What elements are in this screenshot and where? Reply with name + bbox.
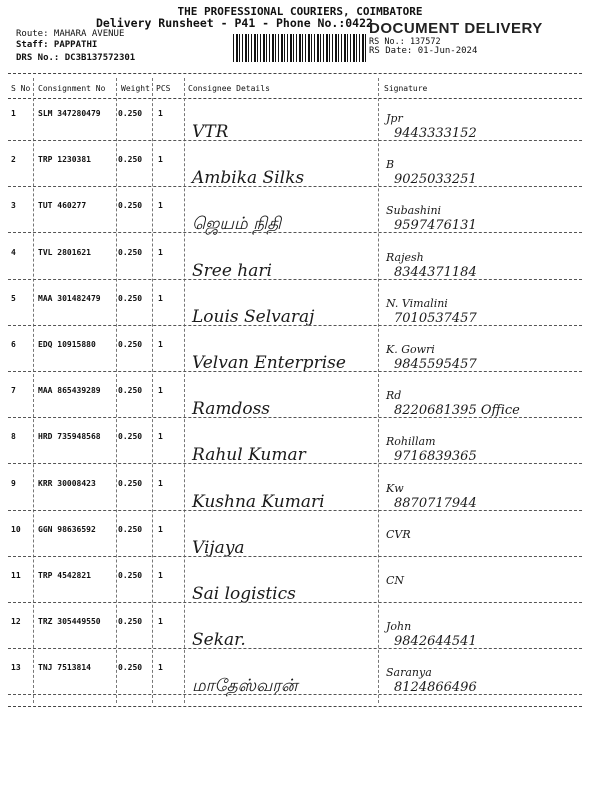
row-consignment-no: TNJ 7513814 [38, 663, 91, 673]
row-divider [8, 371, 582, 372]
row-phone-handwritten: 9443333152 [394, 126, 477, 141]
row-consignee-handwritten: Ambika Silks [192, 168, 305, 189]
row-phone-handwritten: 9025033251 [394, 172, 477, 188]
row-weight: 0.250 [118, 340, 143, 349]
table-row [0, 610, 600, 656]
row-sno: 9 [11, 478, 16, 488]
row-divider [8, 556, 582, 557]
row-sno: 3 [11, 201, 16, 211]
row-weight: 0.250 [118, 155, 143, 165]
row-signature-handwritten: John [386, 620, 412, 634]
row-pcs: 1 [158, 571, 163, 580]
row-sno: 1 [11, 109, 16, 118]
row-divider [8, 694, 582, 695]
row-consignee-handwritten: Ramdoss [192, 399, 271, 420]
row-weight: 0.250 [118, 247, 143, 257]
row-weight: 0.250 [118, 571, 143, 580]
row-phone-handwritten: 7010537457 [394, 310, 477, 326]
row-signature-handwritten: Saranya [386, 666, 432, 680]
row-phone-handwritten: 9845595457 [394, 357, 477, 372]
row-consignee-handwritten: Velvan Enterprise [192, 353, 346, 373]
row-divider [8, 648, 582, 649]
row-consignee-handwritten: Sree hari [192, 260, 272, 281]
row-sno: 8 [11, 432, 16, 442]
row-pcs: 1 [158, 432, 163, 442]
row-signature-handwritten: N. Vimalini [386, 296, 448, 310]
column-weight: Weight [121, 84, 150, 93]
row-phone-handwritten: 9842644541 [394, 634, 477, 650]
row-pcs: 1 [158, 663, 163, 673]
row-sno: 12 [11, 617, 21, 627]
row-divider [8, 232, 582, 233]
row-consignment-no: TRP 1230381 [38, 155, 91, 165]
table-row [0, 656, 600, 702]
table-row [0, 102, 600, 148]
row-pcs: 1 [158, 386, 163, 396]
row-pcs: 1 [158, 478, 163, 488]
row-signature-handwritten: Rohillam [386, 435, 436, 449]
table-end-divider [8, 706, 582, 707]
row-divider [8, 417, 582, 418]
row-divider [8, 510, 582, 511]
row-divider [8, 325, 582, 326]
column-consignment: Consignment No [38, 84, 106, 93]
row-consignment-no: EDQ 10915880 [38, 340, 96, 349]
row-pcs: 1 [158, 293, 163, 303]
table-row [0, 518, 600, 564]
column-pcs: PCS [156, 84, 171, 93]
table-row [0, 472, 600, 518]
header-bottom-divider [8, 98, 582, 99]
row-sno: 7 [11, 386, 16, 396]
row-signature-handwritten: K. Gowri [386, 343, 435, 356]
row-signature-handwritten: Rd [386, 389, 402, 403]
column-signature: Signature [384, 84, 428, 93]
row-divider [8, 463, 582, 464]
barcode [233, 34, 366, 62]
row-signature-handwritten: B [386, 158, 395, 172]
row-consignment-no: TRP 4542821 [38, 571, 91, 580]
row-weight: 0.250 [118, 386, 143, 396]
row-signature-handwritten: Subashini [386, 204, 442, 218]
row-sno: 11 [11, 571, 21, 580]
row-consignee-handwritten: Sekar. [192, 630, 246, 651]
row-divider [8, 279, 582, 280]
row-phone-handwritten: 9716839365 [394, 449, 477, 465]
row-consignee-handwritten: மாதேஸ்வரன் [192, 676, 298, 697]
row-divider [8, 602, 582, 603]
table-row [0, 564, 600, 610]
row-signature-handwritten: Rajesh [386, 250, 424, 264]
row-sno: 6 [11, 340, 16, 349]
row-signature-handwritten: Kw [386, 481, 404, 495]
row-pcs: 1 [158, 247, 163, 257]
row-consignee-handwritten: Louis Selvaraj [192, 306, 315, 327]
row-sno: 4 [11, 247, 16, 257]
rs-number: RS No.: 137572 [369, 37, 441, 47]
column-sno: S No [11, 84, 31, 93]
row-consignment-no: MAA 301482479 [38, 293, 101, 303]
row-sno: 13 [11, 663, 21, 673]
row-sno: 2 [11, 155, 16, 165]
column-consignee: Consignee Details [188, 84, 270, 93]
table-row [0, 148, 600, 194]
route-label: Route: MAHARA AVENUE [16, 29, 125, 39]
row-signature-handwritten: CN [386, 574, 405, 587]
table-row [0, 379, 600, 425]
header-top-divider [8, 73, 582, 74]
row-consignment-no: GGN 98636592 [38, 524, 96, 534]
row-consignee-handwritten: Kushna Kumari [192, 491, 325, 512]
row-consignment-no: TVL 2801621 [38, 247, 91, 257]
row-weight: 0.250 [118, 432, 143, 442]
runsheet-line: Delivery Runsheet - P41 - Phone No.:0422 [96, 16, 373, 30]
row-divider [8, 140, 582, 141]
row-consignment-no: MAA 865439289 [38, 386, 101, 396]
row-phone-handwritten: 8220681395 Office [394, 403, 520, 419]
row-consignee-handwritten: Rahul Kumar [192, 445, 306, 466]
row-consignment-no: HRD 735948568 [38, 432, 101, 442]
row-consignee-handwritten: Vijaya [192, 537, 245, 558]
row-signature-handwritten: CVR [386, 527, 411, 541]
row-consignee-handwritten: VTR [192, 122, 229, 142]
table-row [0, 333, 600, 379]
row-phone-handwritten: 8870717944 [394, 495, 477, 511]
row-pcs: 1 [158, 201, 163, 211]
row-consignment-no: TRZ 305449550 [38, 617, 101, 627]
row-pcs: 1 [158, 155, 163, 165]
drs-label: DRS No.: DC3B137572301 [16, 53, 136, 63]
row-signature-handwritten: Jpr [386, 112, 403, 125]
staff-label: Staff: PAPPATHI [16, 40, 98, 50]
row-phone-handwritten: 8124866496 [394, 680, 477, 696]
rs-date: RS Date: 01-Jun-2024 [369, 46, 478, 56]
row-weight: 0.250 [118, 617, 143, 627]
row-weight: 0.250 [118, 201, 143, 211]
row-sno: 5 [11, 293, 16, 303]
row-consignee-handwritten: ஜெயம் நிதி [192, 214, 282, 235]
document-delivery-stamp: DOCUMENT DELIVERY [369, 20, 543, 37]
company-title: THE PROFESSIONAL COURIERS, COIMBATORE [177, 5, 423, 18]
row-consignment-no: SLM 347280479 [38, 109, 101, 118]
row-pcs: 1 [158, 524, 163, 534]
row-weight: 0.250 [118, 663, 143, 673]
row-weight: 0.250 [118, 109, 143, 118]
row-pcs: 1 [158, 617, 163, 627]
row-pcs: 1 [158, 109, 163, 118]
row-phone-handwritten: 8344371184 [394, 264, 477, 280]
row-divider [8, 186, 582, 187]
row-consignee-handwritten: Sai logistics [192, 584, 296, 604]
row-consignment-no: TUT 460277 [38, 201, 87, 211]
row-consignment-no: KRR 30008423 [38, 478, 96, 488]
table-row [0, 241, 600, 287]
row-weight: 0.250 [118, 293, 143, 303]
row-weight: 0.250 [118, 478, 143, 488]
table-row [0, 425, 600, 471]
table-row [0, 194, 600, 240]
row-phone-handwritten: 9597476131 [394, 218, 477, 234]
row-sno: 10 [11, 524, 21, 534]
table-row [0, 287, 600, 333]
row-pcs: 1 [158, 340, 163, 349]
row-weight: 0.250 [118, 524, 143, 534]
